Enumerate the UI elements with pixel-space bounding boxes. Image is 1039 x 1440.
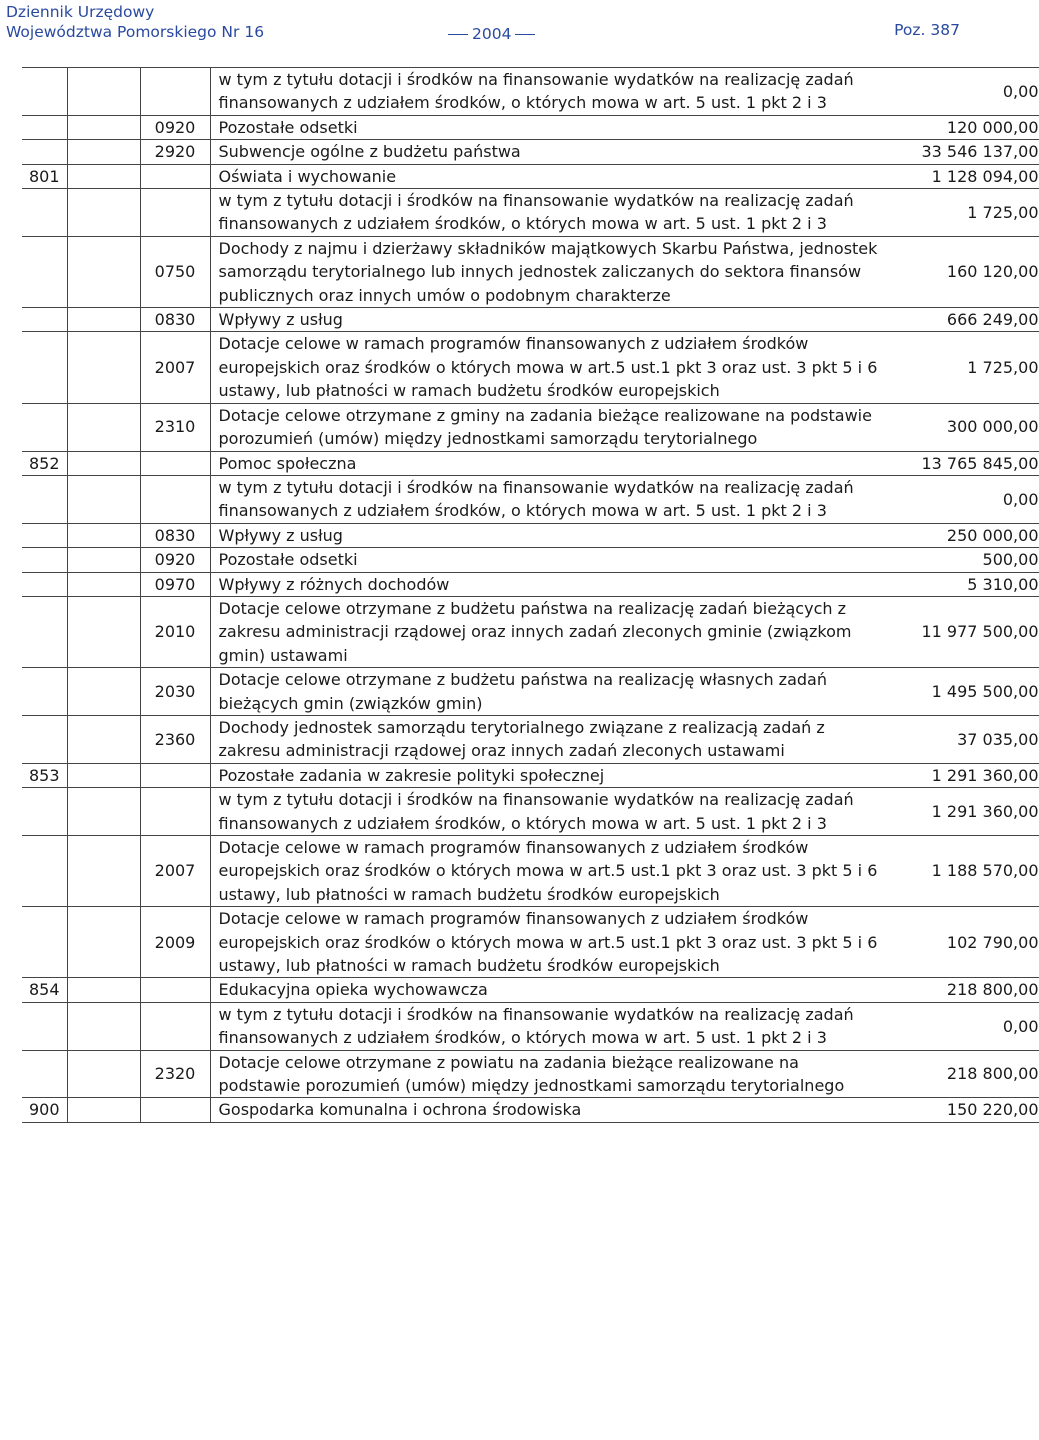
rozdzial-code bbox=[67, 68, 140, 116]
dzial-code: 801 bbox=[22, 164, 67, 188]
paragraf-code: 2310 bbox=[140, 403, 210, 451]
rozdzial-code bbox=[67, 596, 140, 667]
paragraf-row bbox=[22, 596, 1039, 667]
paragraf-row bbox=[22, 68, 1039, 116]
dzial-code bbox=[22, 140, 67, 164]
dzial-code bbox=[22, 668, 67, 716]
paragraf-code bbox=[140, 451, 210, 475]
row-amount: 13 765 845,00 bbox=[921, 453, 1039, 473]
rozdzial-code bbox=[67, 572, 140, 596]
rozdzial-code bbox=[67, 189, 140, 237]
row-description: w tym z tytułu dotacji i środków na finansowanie wydatków na realizację zadań finansowanych z udziałem środków, o których mowa w art. 5 ust. 1 pkt 2 i 3 bbox=[218, 790, 854, 833]
rozdzial-code bbox=[67, 308, 140, 332]
row-amount: 33 546 137,00 bbox=[921, 142, 1039, 162]
rozdzial-code bbox=[67, 115, 140, 139]
rozdzial-code bbox=[67, 523, 140, 547]
row-amount: 0,00 bbox=[1002, 1016, 1039, 1036]
row-amount: 218 800,00 bbox=[946, 1064, 1039, 1084]
rozdzial-code bbox=[67, 332, 140, 403]
dzial-code bbox=[22, 189, 67, 237]
row-description: Dotacje celowe w ramach programów finansowanych z udziałem środków europejskich oraz środków o których mowa w art.5 ust.1 pkt 3 oraz ust. 3 pkt 5 i 6 ustawy, lub płatności w ramach budżetu środków europejskich bbox=[218, 334, 878, 401]
paragraf-code: 2009 bbox=[140, 907, 210, 978]
paragraf-code: 2320 bbox=[140, 1050, 210, 1098]
rozdzial-code bbox=[67, 763, 140, 787]
journal-title bbox=[6, 2, 264, 42]
dzial-code bbox=[22, 308, 67, 332]
dzial-code bbox=[22, 572, 67, 596]
paragraf-row bbox=[22, 523, 1039, 547]
dzial-row bbox=[22, 451, 1039, 475]
paragraf-row bbox=[22, 140, 1039, 164]
dzial-code bbox=[22, 236, 67, 307]
paragraf-code: 0830 bbox=[140, 308, 210, 332]
dzial-code bbox=[22, 68, 67, 116]
rozdzial-code bbox=[67, 140, 140, 164]
row-amount: 1 291 360,00 bbox=[931, 765, 1039, 785]
paragraf-code: 0920 bbox=[140, 548, 210, 572]
rozdzial-code bbox=[67, 668, 140, 716]
dzial-row bbox=[22, 164, 1039, 188]
rozdzial-code bbox=[67, 978, 140, 1002]
row-amount: 1 128 094,00 bbox=[931, 166, 1039, 186]
paragraf-row bbox=[22, 572, 1039, 596]
dzial-code bbox=[22, 115, 67, 139]
row-amount: 0,00 bbox=[1002, 81, 1039, 101]
row-description: Dochody jednostek samorządu terytorialnego związane z realizacją zadań z zakresu administracji rządowej oraz innych zadań zleconych ustawami bbox=[218, 717, 825, 761]
paragraf-row bbox=[22, 548, 1039, 572]
row-description: Dotacje celowe w ramach programów finansowanych z udziałem środków europejskich oraz środków o których mowa w art.5 ust.1 pkt 3 oraz ust. 3 pkt 5 i 6 ustawy, lub płatności w ramach budżetu środków europejskich bbox=[218, 909, 878, 976]
row-amount: 11 977 500,00 bbox=[921, 622, 1039, 642]
dzial-code bbox=[22, 523, 67, 547]
rozdzial-code bbox=[67, 475, 140, 523]
row-amount: 102 790,00 bbox=[946, 932, 1039, 952]
row-description: Wpływy z usług bbox=[218, 310, 343, 330]
rozdzial-code bbox=[67, 1050, 140, 1098]
row-description: Pomoc społeczna bbox=[218, 453, 357, 473]
row-amount: 160 120,00 bbox=[946, 262, 1039, 282]
dzial-code bbox=[22, 788, 67, 836]
rozdzial-code bbox=[67, 1002, 140, 1050]
paragraf-row bbox=[22, 332, 1039, 403]
row-description: Dotacje celowe otrzymane z budżetu państwa na realizację własnych zadań bieżących gmin (związków gmin) bbox=[218, 670, 827, 713]
row-description: w tym z tytułu dotacji i środków na finansowanie wydatków na realizację zadań finansowanych z udziałem środków, o których mowa w art. 5 ust. 1 pkt 2 i 3 bbox=[218, 477, 854, 521]
budget-table bbox=[22, 67, 1039, 1123]
paragraf-code: 0970 bbox=[140, 572, 210, 596]
row-description: Gospodarka komunalna i ochrona środowiska bbox=[218, 1100, 582, 1120]
dzial-code: 852 bbox=[22, 451, 67, 475]
paragraf-code bbox=[140, 475, 210, 523]
dzial-code: 854 bbox=[22, 978, 67, 1002]
row-amount: 37 035,00 bbox=[957, 729, 1039, 749]
row-amount: 1 188 570,00 bbox=[931, 861, 1039, 881]
row-description: w tym z tytułu dotacji i środków na finansowanie wydatków na realizację zadań finansowanych z udziałem środków, o których mowa w art. 5 ust. 1 pkt 2 i 3 bbox=[218, 70, 854, 113]
row-description: Edukacyjna opieka wychowawcza bbox=[218, 980, 488, 1000]
paragraf-code bbox=[140, 978, 210, 1002]
paragraf-code: 2010 bbox=[140, 596, 210, 667]
row-amount: 218 800,00 bbox=[946, 980, 1039, 1000]
paragraf-code: 2360 bbox=[140, 715, 210, 763]
row-description: Pozostałe odsetki bbox=[218, 550, 358, 570]
dzial-code bbox=[22, 1050, 67, 1098]
paragraf-row bbox=[22, 715, 1039, 763]
paragraf-row bbox=[22, 475, 1039, 523]
paragraf-row bbox=[22, 788, 1039, 836]
journal-line-2: Województwa Pomorskiego Nr 16 bbox=[6, 23, 265, 41]
row-amount: 1 495 500,00 bbox=[931, 681, 1039, 701]
dzial-code bbox=[22, 403, 67, 451]
paragraf-code bbox=[140, 164, 210, 188]
paragraf-row bbox=[22, 308, 1039, 332]
page-header bbox=[6, 0, 960, 44]
row-description: Dotacje celowe otrzymane z gminy na zadania bieżące realizowane na podstawie porozumień (umów) między jednostkami samorządu terytorialnego bbox=[218, 405, 872, 449]
paragraf-code: 0920 bbox=[140, 115, 210, 139]
dzial-code bbox=[22, 332, 67, 403]
dzial-code bbox=[22, 548, 67, 572]
paragraf-row bbox=[22, 668, 1039, 716]
row-description: Pozostałe odsetki bbox=[218, 117, 358, 137]
journal-line-1: Dziennik Urzędowy bbox=[6, 3, 155, 21]
rozdzial-code bbox=[67, 451, 140, 475]
row-description: Oświata i wychowanie bbox=[218, 166, 397, 186]
paragraf-row bbox=[22, 115, 1039, 139]
row-description: Subwencje ogólne z budżetu państwa bbox=[218, 142, 521, 162]
paragraf-code: 2007 bbox=[140, 836, 210, 907]
rozdzial-code bbox=[67, 403, 140, 451]
paragraf-code bbox=[140, 1002, 210, 1050]
paragraf-row bbox=[22, 907, 1039, 978]
row-amount: 666 249,00 bbox=[946, 310, 1039, 330]
dzial-code bbox=[22, 907, 67, 978]
year-dash-left bbox=[448, 34, 468, 35]
row-amount: 150 220,00 bbox=[946, 1100, 1039, 1120]
rozdzial-code bbox=[67, 236, 140, 307]
paragraf-row bbox=[22, 836, 1039, 907]
row-description: w tym z tytułu dotacji i środków na finansowanie wydatków na realizację zadań finansowanych z udziałem środków, o których mowa w art. 5 ust. 1 pkt 2 i 3 bbox=[218, 191, 854, 234]
rozdzial-code bbox=[67, 715, 140, 763]
paragraf-row bbox=[22, 403, 1039, 451]
row-amount: 0,00 bbox=[1002, 489, 1039, 509]
rozdzial-code bbox=[67, 548, 140, 572]
paragraf-code bbox=[140, 189, 210, 237]
dzial-code: 853 bbox=[22, 763, 67, 787]
paragraf-code: 2007 bbox=[140, 332, 210, 403]
row-amount: 300 000,00 bbox=[946, 417, 1039, 437]
dzial-code bbox=[22, 836, 67, 907]
row-amount: 250 000,00 bbox=[946, 525, 1039, 545]
paragraf-row bbox=[22, 236, 1039, 307]
dzial-row bbox=[22, 978, 1039, 1002]
dzial-code bbox=[22, 1002, 67, 1050]
year-marker bbox=[444, 24, 539, 44]
dzial-code: 900 bbox=[22, 1098, 67, 1122]
budget-table-body bbox=[22, 68, 1039, 1123]
row-description: Dotacje celowe w ramach programów finansowanych z udziałem środków europejskich oraz środków o których mowa w art.5 ust.1 pkt 3 oraz ust. 3 pkt 5 i 6 ustawy, lub płatności w ramach budżetu środków europejskich bbox=[218, 838, 878, 904]
row-description: w tym z tytułu dotacji i środków na finansowanie wydatków na realizację zadań finansowanych z udziałem środków, o których mowa w art. 5 ust. 1 pkt 2 i 3 bbox=[218, 1004, 854, 1048]
dzial-row bbox=[22, 763, 1039, 787]
row-description: Wpływy z usług bbox=[218, 525, 343, 545]
paragraf-code: 2920 bbox=[140, 140, 210, 164]
rozdzial-code bbox=[67, 1098, 140, 1122]
dzial-code bbox=[22, 475, 67, 523]
rozdzial-code bbox=[67, 836, 140, 907]
paragraf-row bbox=[22, 189, 1039, 237]
rozdzial-code bbox=[67, 164, 140, 188]
row-amount: 5 310,00 bbox=[967, 574, 1039, 594]
rozdzial-code bbox=[67, 788, 140, 836]
year-label: 2004 bbox=[472, 25, 512, 43]
row-description: Dochody z najmu i dzierżawy składników majątkowych Skarbu Państwa, jednostek samorządu terytorialnego lub innych jednostek zaliczanych do sektora finansów publicznych oraz innych umów o podobnym charakterze bbox=[218, 238, 878, 305]
paragraf-code bbox=[140, 763, 210, 787]
row-amount: 120 000,00 bbox=[946, 117, 1039, 137]
row-amount: 1 725,00 bbox=[967, 202, 1039, 222]
paragraf-code bbox=[140, 788, 210, 836]
row-amount: 500,00 bbox=[982, 550, 1039, 570]
paragraf-code: 0830 bbox=[140, 523, 210, 547]
row-amount: 1 291 360,00 bbox=[931, 801, 1039, 821]
position-label: Poz. 387 bbox=[894, 21, 960, 39]
paragraf-row bbox=[22, 1002, 1039, 1050]
row-description: Pozostałe zadania w zakresie polityki społecznej bbox=[218, 765, 605, 785]
row-amount: 1 725,00 bbox=[967, 357, 1039, 377]
year-dash-right bbox=[515, 34, 535, 35]
row-description: Wpływy z różnych dochodów bbox=[218, 574, 450, 594]
row-description: Dotacje celowe otrzymane z powiatu na zadania bieżące realizowane na podstawie porozumień (umów) między jednostkami samorządu terytorialnego bbox=[218, 1052, 845, 1096]
paragraf-row bbox=[22, 1050, 1039, 1098]
rozdzial-code bbox=[67, 907, 140, 978]
paragraf-code bbox=[140, 1098, 210, 1122]
dzial-code bbox=[22, 596, 67, 667]
dzial-code bbox=[22, 715, 67, 763]
dzial-row bbox=[22, 1098, 1039, 1122]
paragraf-code bbox=[140, 68, 210, 116]
paragraf-code: 2030 bbox=[140, 668, 210, 716]
row-description: Dotacje celowe otrzymane z budżetu państwa na realizację zadań bieżących z zakresu administracji rządowej oraz innych zadań zleconych gminie (związkom gmin) ustawami bbox=[218, 598, 852, 665]
paragraf-code: 0750 bbox=[140, 236, 210, 307]
